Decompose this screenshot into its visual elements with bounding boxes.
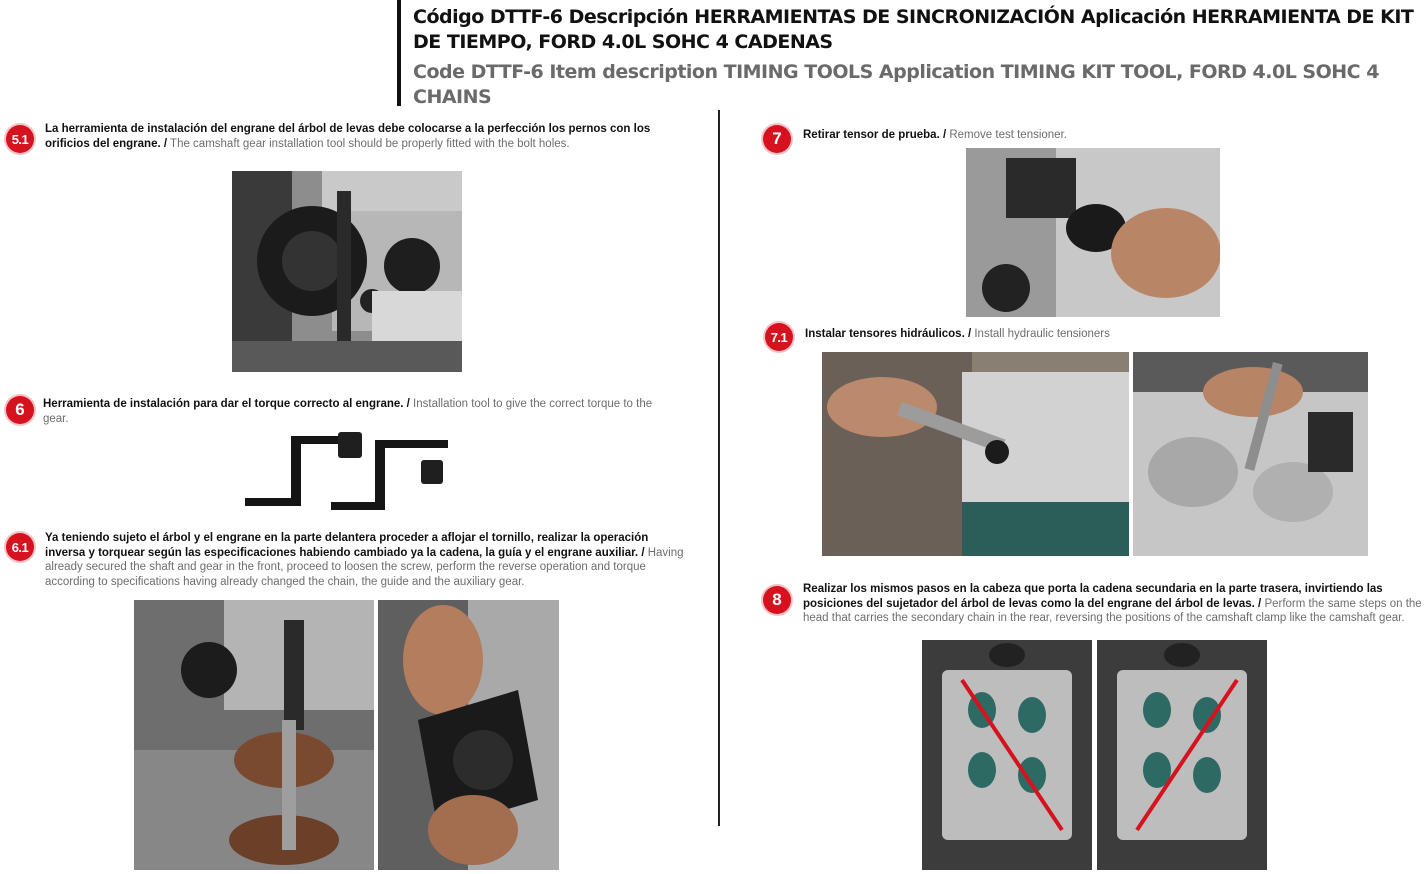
- header-title-spanish: Código DTTF-6 Descripción HERRAMIENTAS DE SINCRONIZACIÓN Aplicación HERRAMIENTA DE KIT DE TIEMPO, FORD 4.0L SOHC 4 CADENAS: [413, 6, 1414, 53]
- step-6-english: Installation tool to give the correct torque to the gear.: [43, 398, 653, 425]
- photo-rear-head-1: [922, 640, 1092, 870]
- step-7-spanish: Retirar tensor de prueba. /: [803, 129, 947, 141]
- photo-rear-head-2: [1097, 640, 1267, 870]
- step-badge-7: 7: [763, 125, 791, 153]
- step-6-1-english: Having already secured the shaft and gear in the front, proceed to loosen the screw, perform the reverse operation and torque according to specifications having already changed the chain, the guide and the auxiliary gear.: [45, 546, 684, 588]
- photo-remove-tensioner: [966, 148, 1220, 317]
- step-5-1-text: [45, 122, 675, 151]
- step-badge-5-1: 5.1: [6, 125, 34, 153]
- step-badge-8: 8: [763, 586, 791, 614]
- step-8-english: Perform the same steps on the head that carries the secondary chain in the rear, reversing the positions of the camshaft clamp like the camshaft gear.: [803, 597, 1422, 624]
- step-6-text: [43, 397, 673, 426]
- photo-loosening-screw: [134, 600, 374, 870]
- step-6-1-text: [45, 531, 685, 589]
- photo-install-tensioner-1: [822, 352, 1129, 556]
- step-7-1-text: [805, 327, 1405, 342]
- step-7-text: [803, 128, 1403, 143]
- step-badge-6: 6: [6, 396, 34, 424]
- header-title-english: Code DTTF-6 Item description TIMING TOOLS Application TIMING KIT TOOL, FORD 4.0L SOHC 4 CHAINS: [413, 61, 1379, 108]
- step-8-text: [803, 582, 1423, 626]
- step-8-spanish: Realizar los mismos pasos en la cabeza que porta la cadena secundaria en la parte trasera, invirtiendo las posiciones del sujetador del árbol de levas como la del engrane del árbol de levas. /: [803, 583, 1383, 610]
- step-7-english: Remove test tensioner.: [946, 129, 1067, 141]
- document-header: [397, 0, 1422, 106]
- photo-install-tensioner-2: [1133, 352, 1368, 556]
- photo-torque-gear: [378, 600, 559, 870]
- step-7-1-spanish: Instalar tensores hidráulicos. /: [805, 328, 972, 340]
- step-6-spanish: Herramienta de instalación para dar el torque correcto al engrane. /: [43, 398, 410, 410]
- step-5-1-english: The camshaft gear installation tool should be properly fitted with the bolt holes.: [167, 137, 570, 150]
- photo-camshaft-gear-tool: [232, 171, 462, 372]
- photo-installation-tools: [243, 428, 451, 512]
- step-badge-6-1: 6.1: [6, 533, 34, 561]
- column-divider: [718, 110, 720, 826]
- step-6-1-spanish: Ya teniendo sujeto el árbol y el engrane en la parte delantera proceder a aflojar el tornillo, realizar la operación inversa y torquear según las especificaciones habiendo cambiado ya la cadena, la guía y el engrane auxiliar. /: [45, 532, 649, 559]
- step-7-1-english: Install hydraulic tensioners: [971, 328, 1110, 340]
- step-5-1-spanish: La herramienta de instalación del engrane del árbol de levas debe colocarse a la perfección los pernos con los orificios del engrane. /: [45, 123, 651, 150]
- step-badge-7-1: 7.1: [765, 323, 793, 351]
